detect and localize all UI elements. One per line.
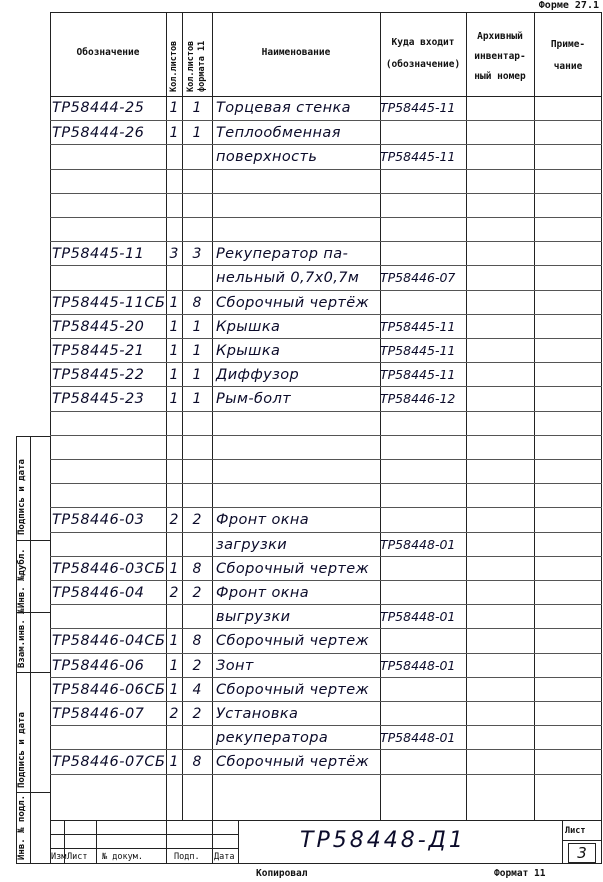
row-designation: [52, 145, 164, 169]
row-where-used: [380, 412, 464, 436]
tb-sheet-divider: [562, 840, 602, 841]
row-format-count: 1: [192, 318, 202, 335]
row-sheet-count: [166, 436, 182, 460]
side-label-podpis-data-1: Подпись и дата: [17, 459, 27, 535]
side-label-vzam-inv: Взам.инв. №: [17, 608, 27, 668]
tb-sheet-number: 3: [568, 843, 596, 863]
row-sheet-count: 1: [169, 754, 179, 771]
table-row: [50, 725, 602, 750]
header-where-2: (обозначение): [385, 59, 461, 70]
row-designation: TP58446-07СБ: [52, 754, 166, 771]
header-archive-3: ный номер: [474, 71, 526, 82]
table-row: [50, 701, 602, 726]
side-label-podpis-data-2: Подпись и дата: [17, 712, 27, 788]
tb-col-2: [96, 820, 97, 864]
row-name: нельный 0,7x0,7м: [216, 270, 360, 287]
row-designation: [52, 412, 164, 436]
row-format-count: 8: [192, 294, 202, 311]
table-row: [50, 290, 602, 315]
row-name: [216, 436, 376, 460]
row-format-count: [182, 170, 212, 194]
row-format-count: [182, 412, 212, 436]
row-sheet-count: [166, 460, 182, 484]
header-archive-1: Архивный: [477, 31, 523, 42]
row-name: Сборочный чертеж: [216, 560, 370, 577]
row-format-count: [182, 605, 212, 629]
header-sheets-count: Кол.листов: [169, 40, 179, 92]
table-row: [50, 483, 602, 508]
row-format-count: 1: [192, 343, 202, 359]
row-where-used: [380, 291, 464, 315]
table-row: [50, 749, 602, 774]
table-row: [50, 459, 602, 484]
header-note-2: чание: [553, 61, 583, 72]
row-format-count: 2: [192, 512, 202, 529]
row-where-used: [380, 750, 464, 774]
row-sheet-count: [166, 194, 182, 218]
table-row: [50, 677, 602, 702]
row-name: Фронт окна: [216, 585, 310, 601]
row-where-used: [380, 702, 464, 726]
row-designation: TP58444-25: [52, 100, 145, 116]
row-sheet-count: 1: [169, 657, 179, 674]
table-row: [50, 532, 602, 557]
row-designation: [52, 436, 164, 460]
header-where-1: Куда входит: [391, 37, 455, 48]
side-div-1: [16, 540, 50, 541]
tb-col-3: [166, 820, 167, 864]
row-format-count: [182, 484, 212, 508]
row-format-count: 2: [192, 585, 202, 601]
row-designation: TP58446-06СБ: [52, 681, 166, 698]
row-designation: [52, 266, 164, 290]
tb-col-5: [238, 820, 239, 864]
header-designation: Обозначение: [76, 47, 140, 58]
row-format-count: [182, 775, 212, 799]
row-where-used: [380, 629, 464, 653]
row-format-count: 4: [192, 681, 202, 698]
row-designation: [52, 460, 164, 484]
row-where-used: [380, 557, 464, 581]
tb-label-podp: Подп.: [174, 852, 200, 862]
row-where-used: [380, 436, 464, 460]
row-where-used: TP58445-11: [380, 100, 456, 115]
row-where-used: [380, 484, 464, 508]
row-where-used: [380, 170, 464, 194]
row-format-count: [182, 218, 212, 242]
row-where-used: [380, 775, 464, 799]
row-where-used: TP58448-01: [380, 730, 456, 746]
side-label-inv-podl: Инв. № подл.: [17, 794, 27, 860]
row-designation: [52, 775, 164, 799]
tb-label-dokum: № докум.: [102, 852, 143, 862]
row-format-count: 3: [192, 246, 202, 263]
row-where-used: TP58448-01: [380, 657, 456, 673]
header-note-1: Приме-: [550, 39, 586, 50]
row-designation: [52, 194, 164, 218]
table-row: [50, 120, 602, 145]
table-row: [50, 362, 602, 387]
row-sheet-count: 1: [169, 391, 179, 408]
row-name: [216, 484, 376, 508]
row-sheet-count: 1: [169, 681, 179, 698]
row-designation: TP58445-21: [52, 343, 145, 359]
row-designation: TP58445-11СБ: [52, 294, 166, 311]
row-designation: [52, 605, 164, 629]
row-where-used: TP58445-11: [380, 149, 456, 165]
row-designation: TP58445-20: [52, 318, 145, 335]
doc-code: TP58448-Д1: [300, 828, 466, 853]
row-sheet-count: 2: [169, 585, 179, 601]
row-name: поверхность: [216, 149, 318, 166]
row-sheet-count: [166, 605, 182, 629]
row-name: Сборочный чертёж: [216, 294, 370, 311]
row-designation: [52, 218, 164, 242]
table-row: [50, 435, 602, 460]
table-row: [50, 628, 602, 653]
row-where-used: TP58446-07: [380, 270, 456, 286]
row-sheet-count: 3: [169, 246, 179, 263]
row-where-used: [380, 508, 464, 532]
row-sheet-count: 1: [169, 100, 179, 116]
row-designation: TP58446-03СБ: [52, 560, 166, 577]
row-sheet-count: 1: [169, 560, 179, 577]
row-sheet-count: [166, 533, 182, 557]
row-designation: TP58446-07: [52, 706, 145, 722]
row-format-count: [182, 436, 212, 460]
row-designation: TP58445-11: [52, 246, 145, 263]
row-name: загрузки: [216, 536, 288, 553]
row-name: [216, 775, 376, 799]
table-row: [50, 265, 602, 290]
row-where-used: TP58448-01: [380, 609, 456, 625]
row-designation: [52, 726, 164, 750]
row-format-count: 1: [192, 391, 202, 408]
row-format-count: 2: [192, 706, 202, 722]
row-name: Торцевая стенка: [216, 100, 351, 116]
row-name: [216, 170, 376, 194]
table-row: [50, 169, 602, 194]
row-name: [216, 460, 376, 484]
row-name: Рым-болт: [216, 391, 292, 408]
row-name: [216, 412, 376, 436]
row-sheet-count: 2: [169, 706, 179, 722]
row-sheet-count: [166, 266, 182, 290]
row-designation: TP58446-06: [52, 657, 145, 674]
table-row: [50, 96, 602, 120]
table-row: [50, 580, 602, 605]
row-designation: TP58446-04СБ: [52, 633, 166, 650]
row-designation: TP58446-03: [52, 512, 145, 529]
header-name: Наименование: [261, 47, 331, 58]
row-name: Крышка: [216, 318, 281, 335]
row-format-count: [182, 460, 212, 484]
row-sheet-count: 1: [169, 294, 179, 311]
row-where-used: [380, 581, 464, 605]
row-where-used: TP58445-11: [380, 343, 456, 358]
row-where-used: [380, 194, 464, 218]
row-sheet-count: 1: [169, 125, 179, 142]
row-name: Сборочный чертеж: [216, 681, 370, 698]
row-format-count: 8: [192, 754, 202, 771]
tb-row-line-1: [50, 834, 238, 835]
row-where-used: [380, 218, 464, 242]
tb-label-data: Дата: [214, 852, 235, 862]
row-where-used: [380, 242, 464, 266]
row-designation: TP58444-26: [52, 125, 145, 142]
header-archive-2: инвентар-: [474, 51, 526, 62]
side-div-4: [16, 792, 50, 793]
side-label-inv-dubl: Инв. №дубл.: [17, 548, 27, 608]
table-row: [50, 314, 602, 339]
tb-sheet-label: Лист: [565, 826, 586, 836]
row-name: рекуператора: [216, 730, 329, 747]
row-format-count: 8: [192, 633, 202, 650]
row-name: Теплообменная: [216, 125, 341, 142]
row-sheet-count: [166, 484, 182, 508]
table-row: [50, 556, 602, 581]
row-format-count: [182, 145, 212, 169]
tb-label-list: Лист: [67, 852, 88, 862]
side-strip-divider: [30, 436, 31, 864]
row-sheet-count: 1: [169, 633, 179, 650]
row-sheet-count: 1: [169, 367, 179, 384]
row-where-used: [380, 121, 464, 145]
row-designation: TP58445-23: [52, 391, 145, 408]
row-sheet-count: [166, 145, 182, 169]
tb-col-4: [212, 820, 213, 864]
tb-col-6: [562, 820, 563, 864]
form-label: Форме 27.1: [538, 0, 599, 11]
row-sheet-count: [166, 412, 182, 436]
row-format-count: 1: [192, 100, 202, 116]
row-designation: [52, 533, 164, 557]
row-name: Рекуператор па-: [216, 246, 349, 263]
row-format-count: [182, 194, 212, 218]
footer-copied: Копировал: [256, 868, 308, 879]
row-format-count: 8: [192, 560, 202, 577]
row-where-used: [380, 678, 464, 702]
row-name: Сборочный чертёж: [216, 754, 370, 771]
table-row: [50, 338, 602, 363]
row-designation: [52, 484, 164, 508]
row-designation: TP58445-22: [52, 367, 145, 384]
tb-label-izm: Изм: [51, 852, 67, 862]
table-row: [50, 193, 602, 218]
row-where-used: TP58448-01: [380, 536, 456, 552]
row-where-used: TP58446-12: [380, 391, 456, 407]
row-sheet-count: 1: [169, 343, 179, 359]
row-name: Диффузор: [216, 367, 300, 384]
row-where-used: TP58445-11: [380, 318, 456, 334]
row-name: Сборочный чертеж: [216, 633, 370, 650]
row-format-count: 1: [192, 367, 202, 384]
table-row: [50, 217, 602, 242]
row-designation: TP58446-04: [52, 585, 145, 601]
row-where-used: TP58445-11: [380, 367, 456, 383]
table-row: [50, 386, 602, 411]
row-sheet-count: [166, 218, 182, 242]
row-format-count: [182, 266, 212, 290]
row-format-count: 2: [192, 657, 202, 674]
row-name: [216, 194, 376, 218]
row-format-count: 1: [192, 125, 202, 142]
row-name: Крышка: [216, 343, 281, 359]
row-designation: [52, 170, 164, 194]
table-row: [50, 144, 602, 169]
table-row: [50, 507, 602, 532]
row-sheet-count: 2: [169, 512, 179, 529]
footer-format: Формат 11: [494, 868, 546, 879]
table-row: [50, 241, 602, 266]
row-sheet-count: [166, 170, 182, 194]
row-name: Установка: [216, 706, 299, 722]
row-sheet-count: 1: [169, 318, 179, 335]
row-name: Зонт: [216, 657, 254, 674]
side-div-3: [16, 672, 50, 673]
row-name: [216, 218, 376, 242]
row-format-count: [182, 533, 212, 557]
row-format-count: [182, 726, 212, 750]
table-row: [50, 653, 602, 678]
table-row: [50, 411, 602, 436]
row-sheet-count: [166, 726, 182, 750]
table-row: [50, 604, 602, 629]
row-name: Фронт окна: [216, 512, 310, 529]
row-where-used: [380, 460, 464, 484]
row-name: выгрузки: [216, 609, 291, 626]
header-format-sheets: Кол.листов формата 11: [186, 40, 207, 92]
table-row: [50, 774, 602, 799]
tb-row-line-2: [50, 848, 238, 849]
row-sheet-count: [166, 775, 182, 799]
